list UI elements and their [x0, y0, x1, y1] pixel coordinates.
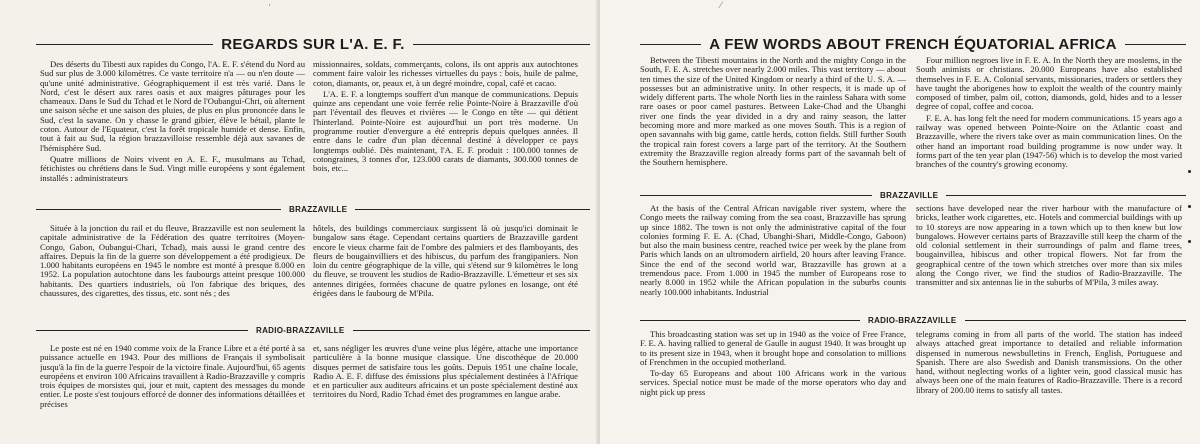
- paragraph: hôtels, des buildings commerciaux surgissent là où jusqu'ici dominait le bungalow sans étage. Cependant certains quartiers de Brazzaville gardent encore le vieux charme fait de l'ombre des palmiers et des flamboyants, des fleurs de bougainvilliers et des hibiscus, du parfum des frangipaniers. Non loin du centre géographique de la ville, qui s'étend sur 9 kilomètres le long du fleuve, se trouvent les studios de Radio-Brazzaville. L'émetteur et ses six antennes dirigées, formées chacune de quatre pylones en losange, ont été érigées dans le faubourg de M'Pila.: [313, 224, 578, 299]
- paragraph: Quatre millions de Noirs vivent en A. E. F., musulmans au Tchad, fétichistes ou chrétiens dans le Sud. Vingt mille européens y sont également installés : administrateurs: [40, 153, 305, 183]
- heading-rule-left: [36, 209, 281, 210]
- title-rule-left: [36, 44, 213, 45]
- scan-mark: [1188, 170, 1191, 173]
- right-s3-heading: [600, 316, 1200, 325]
- right-s3-col2: [916, 330, 1182, 440]
- right-s1-col1: [640, 56, 906, 184]
- left-s3-col2: [313, 344, 578, 442]
- paragraph: Située à la jonction du rail et du fleuve, Brazzaville est non seulement la capitale administrative de la Fédération des quatre territoires (Moyen-Congo, Gabon, Oubangui-Chari, Tchad), mais aussi le grand centre des affaires. Depuis la fin de la guerre son développement a été prodigieux. De 1.000 habitants européens en 1945 le nombre est monté à presque 8.000 en 1952. La population autochtone dans les faubourgs atteint presque 100.000 habitants. Des quartiers industriels, où l'on fabrique des briques, des chaussures, des cigarettes, des tissus, etc. sont nés ; des: [40, 224, 305, 299]
- paragraph: missionnaires, soldats, commerçants, colons, ils ont appris aux autochtones comment faire valoir les richesses virtuelles du pays : bois, huile de palme, coton, diamants, or, peaux et, à un degré moindre, copal, café et cacao.: [313, 60, 578, 88]
- right-title-row: [600, 36, 1200, 53]
- left-title-row: [0, 36, 600, 53]
- paragraph: F. E. A. has long felt the need for modern communications. 15 years ago a railway was opened between Pointe-Noire on the Atlantic coast and Brazzaville, where the rivers take over as main communication lines. On the other hand an important road building programme is now under way. It forms part of the ten year plan (1947-56) which is to develop the most varied branches of the country's growing economy.: [916, 112, 1182, 170]
- left-s1-col1: [40, 60, 305, 200]
- scan-mark: [1188, 240, 1191, 243]
- paragraph: L'A. E. F. a longtemps souffert d'un manque de communications. Depuis quinze ans cependant une voie ferrée relie Pointe-Noire à Brazzaville d'où part l'éventail des fleuves et rivières — le Congo en tête — qui détient l'hinterland. Pointe-Noire est aujourd'hui un port très moderne. Un programme routier d'envergure a été entrepris depuis quelques années. Il entre dans le cadre d'un plan décennal destiné à développer ce pays longtemps oublié. Dès maintenant, l'A. E. F. produit : 100.000 tonnes de cotongraines, 3 tonnes d'or, 123.000 carats de diamants, 300.000 tonnes de bois, etc...: [313, 88, 578, 174]
- paragraph: et, sans négliger les œuvres d'une veine plus légère, attache une importance particulière à la bonne musique classique. Une discothèque de 20.000 disques permet de satisfaire tous les goûts. Depuis 1951 une chaîne locale, Radio A. E. F. diffuse des émissions plus spécialement destinées à l'Afrique et en particulier aux auditeurs africains et un poste spécialement destiné aux territoires du Nord, Radio Tchad émet des programmes en langue arabe.: [313, 344, 578, 400]
- section-title: BRAZZAVILLE: [289, 205, 348, 214]
- title-rule-right: [413, 44, 590, 45]
- paragraph: At the basis of the Central African navigable river system, where the Congo meets the railway coming from the sea coast, Brazzaville has sprung up since 1882. The town is not only the administrative capital of the four colonies forming F. E. A. (Chad, Ubanghi-Shari, Middle-Congo, Gaboon) but also the main business centre, reached twice per week by the plane from Paris which lands on an ultromodern airfield, 20 hours after leaving France. Since the end of the second world war, Brazzaville has grown at a tremendous pace. From 1.000 in 1945 the number of Europeans rose to nearly 8.000 in 1952 while the African population in the suburbs counts nearly 100.000 inhabitants. Industrial: [640, 204, 906, 297]
- right-page: [600, 0, 1200, 444]
- heading-rule-right: [946, 195, 1186, 196]
- left-s2-heading: [0, 205, 600, 214]
- right-page-title: A FEW WORDS ABOUT FRENCH ÉQUATORIAL AFRICA: [709, 36, 1117, 53]
- left-s3-heading: [0, 326, 600, 335]
- scan-mark: [1188, 205, 1191, 208]
- heading-rule-right: [355, 209, 590, 210]
- paragraph: telegrams coming in from all parts of the world. The station has indeed always attached great importance to detailed and reliable information dispensed in numerous newsbulletins in French, English, Portuguese and Spanish. There are also Swedish and Danish transmissions. On the other hand, without neglecting works of a lighter vein, good classical music has always been one of the main features of Radio-Brazzaville. There is a record library of 200.00 items to satisfy all tastes.: [916, 330, 1182, 395]
- section-title: RADIO-BRAZZAVILLE: [256, 326, 345, 335]
- heading-rule-right: [353, 330, 591, 331]
- right-s1-col2: [916, 56, 1182, 184]
- heading-rule-right: [965, 320, 1187, 321]
- left-s3-col1: [40, 344, 305, 442]
- left-s2-col2: [313, 224, 578, 322]
- paragraph: Between the Tibesti mountains in the North and the mighty Congo in the South, F. E. A. stretches over nearly 2.000 miles. This vast territory — about ten times the size of the United Kingdom or nearly a third of the U. S. A. — possesses but an administrative unity. In other respects, it is made up of widely different parts. The whole North lies in the rainless Sahara with some rare oases or poor camel pastures. Between Lake-Chad and the Ubanghi river one finds the year divided in a dry and rainy season, the latter becoming more and more marked as one moves South. This is a region of open savannahs with big game, cattle herds, cotton fields. Still further South the tropical rain forest covers a large part of the territory. At the Southern extremity the Brazzaville region already forms part of the savannah belt of the Southern hemisphere.: [640, 56, 906, 168]
- section-title: BRAZZAVILLE: [880, 191, 939, 200]
- paragraph: Four million negroes live in F. E. A. In the North they are moslems, in the South animists or christians. 20.000 Europeans have also established themselves in F. E. A. Colonial servants, missionaries, traders or settlers they have taught the aborigenes how to exploit the wealth of the country mainly composed of timber, palm oil, cotton, diamonds, gold, hides and to a lesser degree of copal, coffee and cocoa.: [916, 56, 1182, 112]
- paragraph: Le poste est né en 1940 comme voix de la France Libre et a été porté à sa puissance actuelle en 1943. Pour des millions de Français il symbolisait jusqu'à la fin de la guerre l'espoir de la victoire finale. Aujourd'hui, 65 agents européens et environ 100 Africains travaillent à Radio-Brazzaville y compris trois équipes de morsistes qui, jour et nuit, captent des messages du monde entier. Le poste s'est toujours efforcé de donner des informations détaillées et précises: [40, 344, 305, 409]
- paragraph: This broadcasting station was set up in 1940 as the voice of Free France, F. E. A. having rallied to general de Gaulle in august 1940. It was brought up to its present size in 1943, when it brought hope and consolation to millions of Frenchmen in the occupied motherland.: [640, 330, 906, 367]
- right-s3-col1: [640, 330, 906, 440]
- left-page-title: REGARDS SUR L'A. E. F.: [221, 36, 405, 53]
- right-s2-heading: [600, 191, 1200, 200]
- left-s2-col1: [40, 224, 305, 322]
- right-s2-col1: [640, 204, 906, 306]
- heading-rule-left: [640, 320, 860, 321]
- heading-rule-left: [640, 195, 872, 196]
- left-s1-col2: [313, 60, 578, 200]
- scan-mark: ⁄: [720, 0, 722, 10]
- title-rule-left: [640, 44, 701, 45]
- title-rule-right: [1125, 44, 1186, 45]
- paragraph: Des déserts du Tibesti aux rapides du Congo, l'A. E. F. s'étend du Nord au Sud sur plus de 3.000 kilomètres. Ce vaste territoire n'a — ou n'en doute — qu'une unité administrative. Géographiquement il est très varié. Dans le Nord, c'est le désert aux rares oasis et aux maigres pâturages pour les chameaux. Dans le Sud du Tchad et le Nord de l'Oubangui-Chri, où alternent une saison sèche et une saison des pluies, de plus en plus prononcée dans le Sud, c'est la savane. On y chasse le grand gibier, élève le bétail, plante le coton. Autour de l'Equateur, c'est la forêt tropicale humide et dense. Enfin, tout à fait au Sud, la région brazzavilloise ressemble déjà aux savanes de l'hémisphère Sud.: [40, 60, 305, 153]
- heading-rule-left: [36, 330, 248, 331]
- paragraph: To-day 65 Europeans and about 100 Africans work in the various services. Special notice must be made of the morse operators who day and night pick up press: [640, 368, 906, 397]
- section-title: RADIO-BRAZZAVILLE: [868, 316, 957, 325]
- paragraph: sections have developed near the river harbour with the manufacture of bricks, leather work cigarettes, etc. Hotels and commercial buildings with up to 10 storeys are now appearing in a town which up to then knew but low bungalows. However certains parts of Brazzaville still keep the charm of the old colonial settlement in their surroundings of palm and flame trees, bougainvillea, hibiscus and other tropical flowers. Not far from the geographical centre of the town which stretches over more than six miles along the Congo river, we find the studios of Radio-Brazzaville. The transmitter and six antennas lie in the suburbs of M'Pila, 3 miles away.: [916, 204, 1182, 288]
- scan-mark: ·: [268, 0, 271, 10]
- right-s2-col2: [916, 204, 1182, 306]
